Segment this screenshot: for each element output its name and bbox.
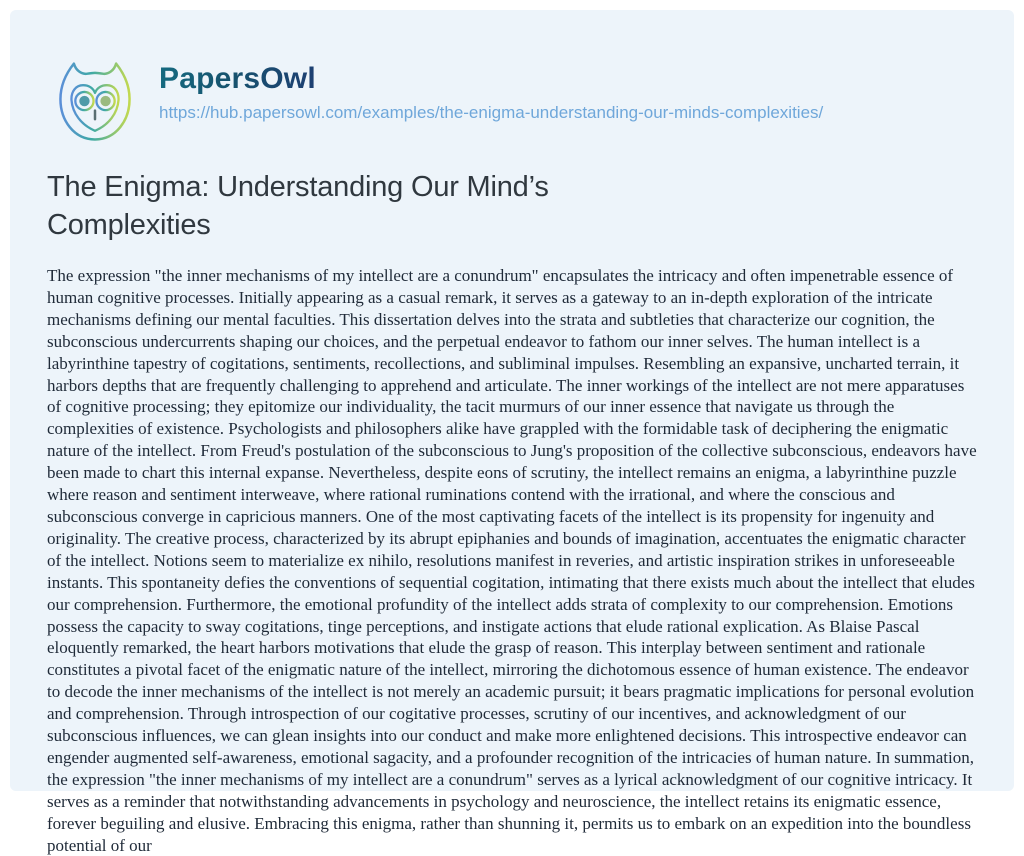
article xyxy=(47,168,981,856)
brand-name: PapersOwl xyxy=(159,62,316,95)
header-text xyxy=(159,54,823,123)
page-panel xyxy=(10,10,1014,855)
owl-logo-icon xyxy=(47,54,143,150)
source-url-link[interactable]: https://hub.papersowl.com/examples/the-enigma-understanding-our-minds-complexities/ xyxy=(159,103,824,122)
article-body: The expression "the inner mechanisms of my intellect are a conundrum" encapsulates the intricacy and often impenetrable essence of human cognitive processes. Initially appearing as a casual remark, it serves as a gateway to an in-depth exploration of the intricate mechanisms defining our mental faculties. This dissertation delves into the strata and subtleties that characterize our cognition, the subconscious undercurrents shaping our choices, and the perpetual endeavor to fathom our inner selves. The human intellect is a labyrinthine tapestry of cogitations, sentiments, recollections, and subliminal impulses. Resembling an expansive, uncharted terrain, it harbors depths that are frequently challenging to apprehend and articulate. The inner workings of the intellect are not mere apparatuses of cognitive processing; they epitomize our individuality, the tacit murmurs of our inner essence that navigate us through the complexities of existence. Psychologists and philosophers alike have grappled with the formidable task of deciphering the enigmatic nature of the intellect. From Freud's postulation of the subconscious to Jung's proposition of the collective subconscious, endeavors have been made to chart this internal expanse. Nevertheless, despite eons of scrutiny, the intellect remains an enigma, a labyrinthine puzzle where reason and sentiment interweave, where rational ruminations contend with the irrational, and where the conscious and subconscious converge in capricious manners. One of the most captivating facets of the intellect is its propensity for ingenuity and originality. The creative process, characterized by its abrupt epiphanies and bounds of imagination, accentuates the enigmatic character of the intellect. Notions seem to materialize ex nihilo, resolutions manifest in reveries, and artistic inspiration strikes in unforeseeable instants. This spontaneity defies the conventions of sequential cogitation, intimating that there exists much about the intellect that eludes our comprehension. Furthermore, the emotional profundity of the intellect adds strata of complexity to our comprehension. Emotions possess the capacity to sway cogitations, tinge perceptions, and instigate actions that elude rational explication. As Blaise Pascal eloquently remarked, the heart harbors motivations that elude the grasp of reason. This interplay between sentiment and rationale constitutes a pivotal facet of the enigmatic nature of the intellect, mirroring the dichotomous essence of human existence. The endeavor to decode the inner mechanisms of the intellect is not merely an academic pursuit; it bears pragmatic implications for personal evolution and comprehension. Through introspection of our cogitative processes, scrutiny of our incentives, and acknowledgment of our subconscious influences, we can glean insights into our conduct and make more enlightened decisions. This introspective endeavor can engender augmented self-awareness, emotional sagacity, and a profounder recognition of the intricacies of human nature. In summation, the expression "the inner mechanisms of my intellect are a conundrum" serves as a lyrical acknowledgment of our cognitive intricacy. It serves as a reminder that notwithstanding advancements in psychology and neuroscience, the intellect retains its enigmatic essence, forever beguiling and elusive. Embracing this enigma, rather than shunning it, permits us to embark on an expedition into the boundless potential of our xyxy=(47,266,977,855)
papersowl-logo xyxy=(47,54,143,150)
article-title: The Enigma: Understanding Our Mind’s Complexities xyxy=(47,171,549,241)
site-header xyxy=(47,54,823,150)
